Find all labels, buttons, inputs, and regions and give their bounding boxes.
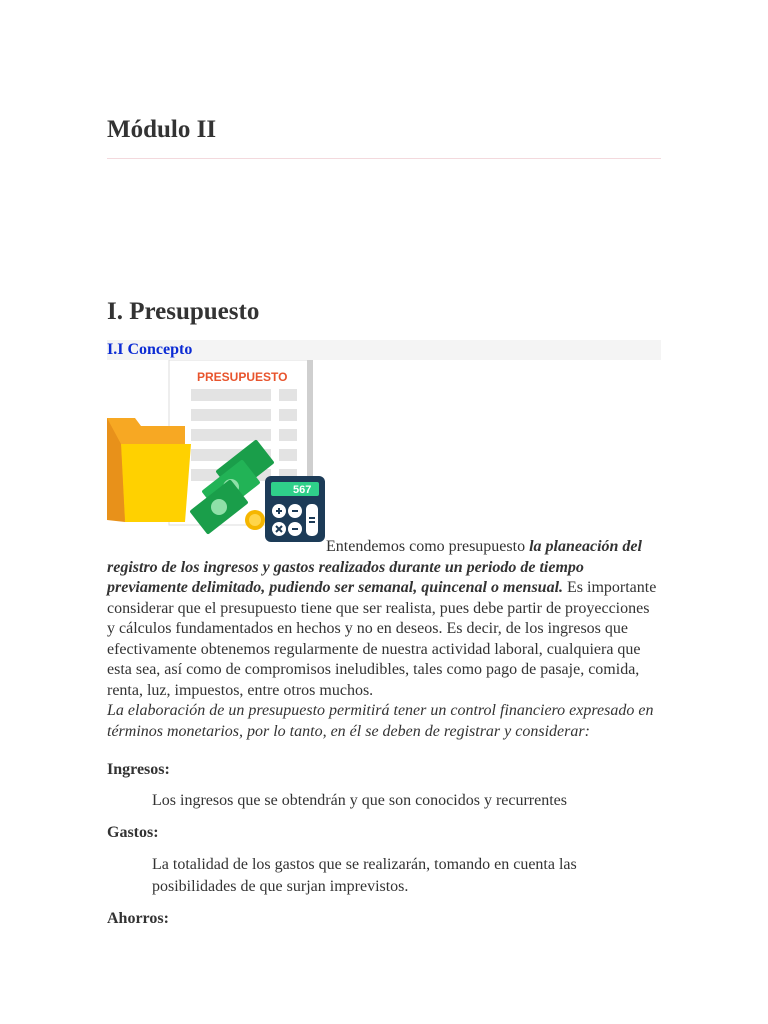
budget-illustration [107,360,329,552]
concept-emphasis: la planeación del registro de los ingresos y gastos realizados durante un periodo de tiempo previamente delimitado, pudiendo ser semanal, quincenal o mensual. [107,538,642,596]
definition-text: Los ingresos que se obtendrán y que son conocidos y recurrentes [152,792,567,809]
subsection-title: I.I Concepto [107,341,193,358]
concept-rest: Es importante considerar que el presupuesto tiene que ser realista, pues debe partir de proyecciones y cálculos fundamentados en hechos y no en deseos. Es decir, de los ingresos que efectivamente obtenemos regularmente de nuestra actividad laboral, cualquiera que esta sea, así como de compromisos ineludibles, tales como pago de pasaje, comida, renta, luz, impuestos, entre otros muchos. [107,579,657,699]
folder-icon [107,418,191,522]
sheet-label: PRESUPUESTO [197,370,288,384]
concept-italic-paragraph: La elaboración de un presupuesto permitirá tener un control financiero expresado en términos monetarios, por lo tanto, en él se deben de registrar y considerar: [107,702,654,740]
title-divider [107,158,661,159]
definition-label: Ingresos: [107,761,170,778]
concept-intro: Entendemos como presupuesto [326,538,530,555]
definition-text: La totalidad de los gastos que se realizarán, tomando en cuenta las posibilidades de que surjan imprevistos. [152,856,577,895]
module-title: Módulo II [107,116,217,143]
definition-gastos [107,822,661,844]
section-title: I. Presupuesto [107,298,260,325]
concept-text [107,537,661,742]
definition-label: Gastos: [107,824,159,841]
subheading-bar [107,340,661,360]
calculator-display: 567 [293,484,312,496]
calculator-icon [265,476,325,542]
definition-ingresos [107,759,661,781]
definition-label: Ahorros: [107,910,169,927]
definition-ahorros [107,908,661,930]
